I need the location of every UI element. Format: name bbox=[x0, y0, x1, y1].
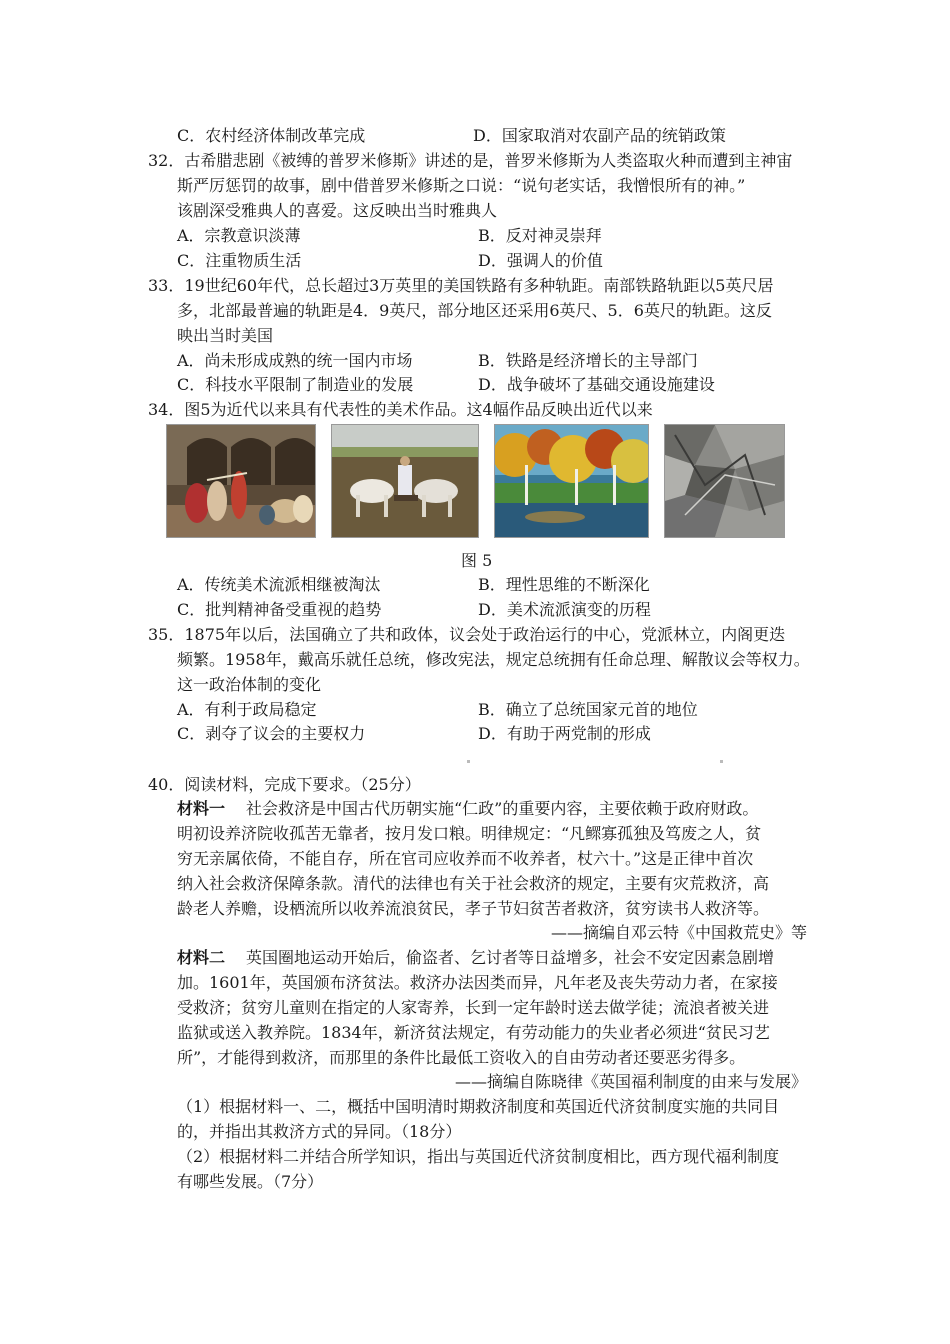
q40-subquestion-1-line-1: （1）根据材料一、二，概括中国明清时期救济制度和英国近代济贫制度实施的共同目 bbox=[177, 1097, 780, 1116]
q35-option-a: A．有利于政局稳定 bbox=[177, 700, 317, 719]
material-1-line-2: 明初设养济院收孤苦无靠者，按月发口粮。明律规定：“凡鳏寡孤独及笃废之人，贫 bbox=[177, 824, 762, 843]
material-2-line-1: 英国圈地运动开始后，偷盗者、乞讨者等日益增多，社会不安定因素急剧增 bbox=[246, 948, 775, 967]
painting-realist-ploughing bbox=[331, 424, 479, 538]
q35-stem-line-1: 35．1875年以后，法国确立了共和政体，议会处于政治运行的中心，党派林立，内阁更迭 bbox=[148, 625, 786, 644]
q31-option-d: D．国家取消对农副产品的统销政策 bbox=[473, 126, 726, 145]
q34-option-a: A．传统美术流派相继被淘汰 bbox=[177, 575, 381, 594]
q34-option-c: C．批判精神备受重视的趋势 bbox=[177, 600, 382, 619]
q40-subquestion-1-line-2: 的，并指出其救济方式的异同。（18分） bbox=[177, 1122, 462, 1141]
q32-stem-line-3: 该剧深受雅典人的喜爱。这反映出当时雅典人 bbox=[177, 201, 498, 220]
material-2-label: 材料二 bbox=[177, 948, 226, 967]
q35-stem-line-2: 频繁。1958年，戴高乐就任总统，修改宪法，规定总统拥有任命总理、解散议会等权力。 bbox=[177, 650, 810, 669]
q32-option-d: D．强调人的价值 bbox=[478, 251, 603, 270]
q34-option-d: D．美术流派演变的历程 bbox=[478, 600, 651, 619]
artifact-dot bbox=[720, 760, 723, 763]
material-2-line-4: 监狱或送入教养院。1834年，新济贫法规定，有劳动能力的失业者必须进“贫民习艺 bbox=[177, 1023, 770, 1042]
q40-subquestion-2-line-2: 有哪些发展。（7分） bbox=[177, 1172, 324, 1191]
figure-5-caption: 图 5 bbox=[461, 551, 493, 570]
q40-subquestion-2-line-1: （2）根据材料二并结合所学知识，指出与英国近代济贫制度相比，西方现代福利制度 bbox=[177, 1147, 780, 1166]
q35-option-b: B．确立了总统国家元首的地位 bbox=[478, 700, 698, 719]
q32-stem-line-2: 斯严厉惩罚的故事，剧中借普罗米修斯之口说：“说句老实话，我憎恨所有的神。” bbox=[177, 176, 746, 195]
q33-stem-line-3: 映出当时美国 bbox=[177, 326, 274, 345]
q31-option-c: C．农村经济体制改革完成 bbox=[177, 126, 366, 145]
painting-neoclassical bbox=[166, 424, 316, 538]
q33-option-d: D．战争破坏了基础交通设施建设 bbox=[478, 375, 715, 394]
q33-option-a: A．尚未形成成熟的统一国内市场 bbox=[177, 351, 413, 370]
material-1-label: 材料一 bbox=[177, 799, 226, 818]
q33-option-b: B．铁路是经济增长的主导部门 bbox=[478, 351, 698, 370]
q35-stem-line-3: 这一政治体制的变化 bbox=[177, 675, 322, 694]
painting-cubist bbox=[664, 424, 785, 538]
q32-option-c: C．注重物质生活 bbox=[177, 251, 302, 270]
q32-option-a: A．宗教意识淡薄 bbox=[177, 226, 301, 245]
material-1-line-1: 社会救济是中国古代历朝实施“仁政”的重要内容，主要依赖于政府财政。 bbox=[246, 799, 759, 818]
painting-impressionist-forest bbox=[494, 424, 649, 538]
painting-realist-ploughing-svg bbox=[332, 425, 478, 537]
q32-option-b: B．反对神灵崇拜 bbox=[478, 226, 602, 245]
material-2-line-5: 所”，才能得到救济，而那里的条件比最低工资收入的自由劳动者还要恶劣得多。 bbox=[177, 1048, 746, 1067]
material-1-source: ——摘编自邓云特《中国救荒史》等 bbox=[550, 923, 807, 942]
painting-impressionist-forest-svg bbox=[495, 425, 648, 537]
artifact-dot bbox=[467, 760, 470, 763]
q32-stem-line-1: 32．古希腊悲剧《被缚的普罗米修斯》讲述的是，普罗米修斯为人类盗取火种而遭到主神宙 bbox=[148, 151, 793, 170]
material-1-line-3: 穷无亲属依倚，不能自存，所在官司应收养而不收养者，杖六十。”这是正律中首次 bbox=[177, 849, 754, 868]
q40-heading: 40．阅读材料，完成下要求。（25分） bbox=[148, 775, 421, 794]
material-2-line-3: 受救济；贫穷儿童则在指定的人家寄养，长到一定年龄时送去做学徒；流浪者被关进 bbox=[177, 998, 770, 1017]
material-2-line-2: 加。1601年，英国颁布济贫法。救济办法因类而异，凡年老及丧失劳动力者，在家接 bbox=[177, 973, 778, 992]
material-1-line-5: 龄老人养赡，设栖流所以收养流浪贫民，孝子节妇贫苦者救济，贫穷读书人救济等。 bbox=[177, 899, 770, 918]
painting-cubist-svg bbox=[665, 425, 784, 537]
q35-option-c: C．剥夺了议会的主要权力 bbox=[177, 724, 366, 743]
painting-neoclassical-svg bbox=[167, 425, 315, 537]
q34-stem-line-1: 34．图5为近代以来具有代表性的美术作品。这4幅作品反映出近代以来 bbox=[148, 400, 653, 419]
q34-option-b: B．理性思维的不断深化 bbox=[478, 575, 650, 594]
material-1-line-4: 纳入社会救济保障条款。清代的法律也有关于社会救济的规定，主要有灾荒救济，高 bbox=[177, 874, 770, 893]
material-2-source: ——摘编自陈晓律《英国福利制度的由来与发展》 bbox=[454, 1072, 807, 1091]
q35-option-d: D．有助于两党制的形成 bbox=[478, 724, 651, 743]
q33-option-c: C．科技水平限制了制造业的发展 bbox=[177, 375, 414, 394]
q33-stem-line-2: 多，北部最普遍的轨距是4．9英尺，部分地区还采用6英尺、5．6英尺的轨距。这反 bbox=[177, 301, 772, 320]
q33-stem-line-1: 33．19世纪60年代，总长超过3万英里的美国铁路有多种轨距。南部铁路轨距以5英尺居 bbox=[148, 276, 774, 295]
